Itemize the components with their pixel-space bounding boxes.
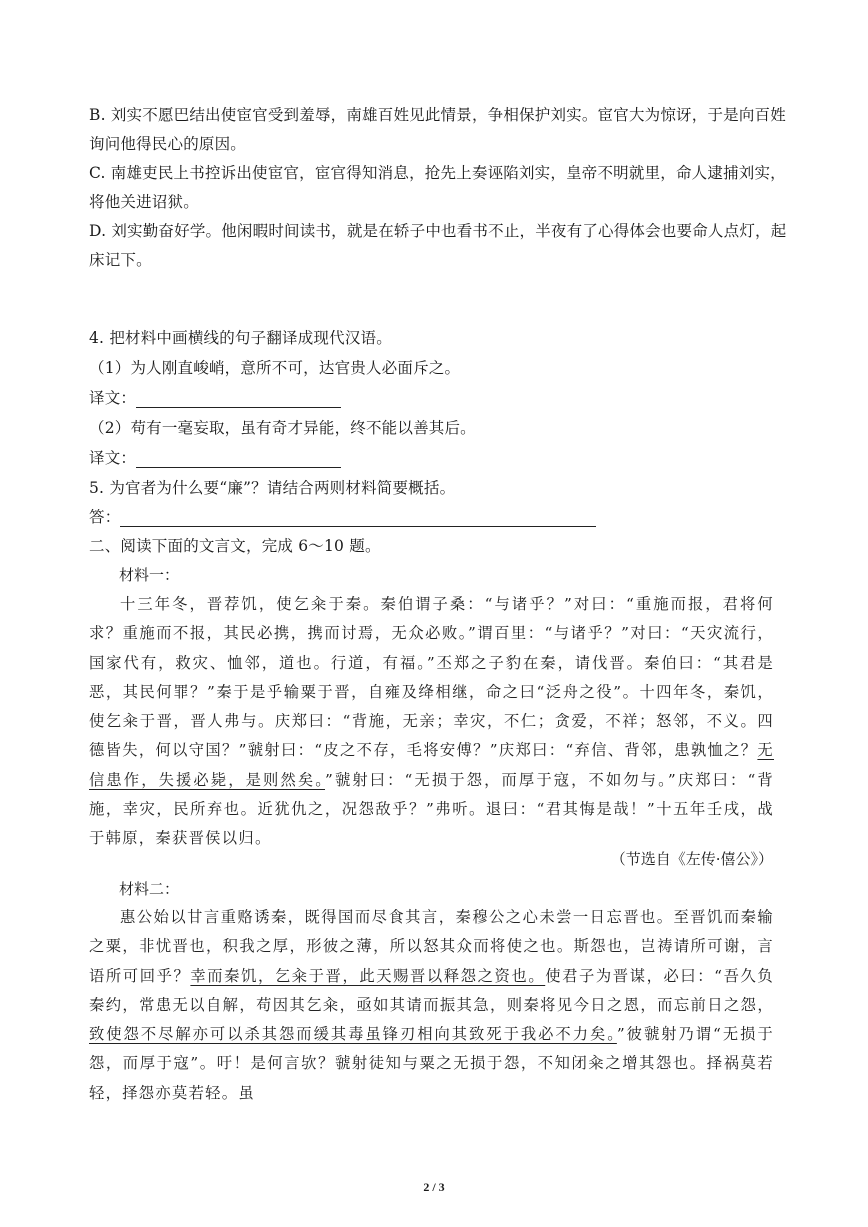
section-2-title: 二、阅读下面的文言文，完成 6～10 题。 (89, 537, 381, 555)
material-2-text (89, 903, 774, 1108)
question-4-answer-line-2[interactable] (89, 446, 341, 468)
page-number: 2 / 3 (423, 1180, 445, 1194)
answer-label: 答： (89, 508, 121, 526)
material-2-text-part: 惠公始以甘言重赂诱秦，既得国而尽食其言，秦穆公之心未尝一日忘晋也。至晋饥而秦输之粟，非忧晋也，积我之厚，形彼之薄，所以怒其众而将使之也。斯怨也，岂祷请所可谢，言语所可回乎？ (89, 908, 774, 985)
answer-blank[interactable] (136, 449, 341, 468)
option-d: D. 刘实勤奋好学。他闲暇时间读书，就是在轿子中也看书不止，半夜有了心得体会也要命人点灯，起床记下。 (89, 222, 787, 269)
material-2-text-part: 使君子为晋谋，必曰：“吾久负秦约，常患无以自解，苟因其乞籴，亟如其请而振其急，则秦将见今日之恩，而忘前日之怨， (89, 966, 774, 1014)
underlined-sentence: 无信患作，失援必毙，是则然矣。 (89, 741, 774, 789)
material-2-title: 材料二： (119, 880, 180, 898)
question-4-title: 4. 把材料中画横线的句子翻译成现代汉语。 (89, 329, 392, 347)
question-4-sentence-1: （1）为人刚直峻峭，意所不可，达官贵人必面斥之。 (89, 359, 461, 377)
answer-blank[interactable] (136, 389, 341, 408)
material-1-title: 材料一： (119, 566, 180, 584)
option-b: B. 刘实不愿巴结出使宦官受到羞辱，南雄百姓见此情景，争相保护刘实。宦官大为惊讶，于是向百姓询问他得民心的原因。 (89, 106, 786, 153)
material-1-text-part: ”虢射曰：“无损于怨，而厚于寇，不如勿与。”庆郑曰：“背施，幸灾，民所弃也。近犹仇之，况怨敌乎？”弗听。退曰：“君其悔是哉！”十五年壬戌，战于韩原，秦获晋侯以归。 (89, 770, 774, 848)
answer-label: 译文： (89, 389, 137, 407)
material-1-source: （节选自《左传·僖公》） (610, 850, 773, 868)
material-1-text (89, 590, 774, 854)
answer-label: 译文： (89, 449, 137, 467)
material-2-text-part: ”彼虢射乃谓“无损于怨，而厚于寇”。吁！是何言欤？虢射徒知与粟之无损于怨，不知闭籴之增其怨也。择祸莫若轻，择怨亦莫若轻。虽 (89, 1025, 774, 1102)
material-1-text-part: 十三年冬，晋荐饥，使乞籴于秦。秦伯谓子桑：“与诸乎？”对曰：“重施而报，君将何求？重施而不报，其民必携，携而讨焉，无众必败。”谓百里：“与诸乎？”对曰：“天灾流行，国家代有，救灾、恤邻，道也。行道，有福。”丕郑之子豹在秦，请伐晋。秦伯曰：“其君是恶，其民何罪？”秦于是乎输粟于晋，自雍及绛相继，命之曰“泛舟之役”。十四年冬，秦饥，使乞籴于晋，晋人弗与。庆郑曰：“背施，无亲；幸灾，不仁；贪爱，不祥；怒邻，不义。四德皆失，何以守国？”虢射曰：“皮之不存，毛将安傅？”庆郑曰：“弃信、背邻，患孰恤之？ (89, 595, 774, 760)
underlined-sentence: 致使怨不尽解亦可以杀其怨而缓其毒虽锋刃相向其致死于我必不力矣。 (89, 1025, 617, 1044)
question-5-title: 5. 为官者为什么要“廉”？请结合两则材料简要概括。 (89, 479, 456, 497)
answer-blank[interactable] (120, 508, 596, 527)
underlined-sentence: 幸而秦饥，乞籴于晋，此天赐晋以释怨之资也。 (190, 966, 546, 985)
question-4-answer-line-1[interactable] (89, 386, 341, 408)
option-c: C. 南雄吏民上书控诉出使宦官，宦官得知消息，抢先上奏诬陷刘实，皇帝不明就里，命人逮捕刘实，将他关进诏狱。 (89, 164, 786, 211)
question-4-sentence-2: （2）苟有一毫妄取，虽有奇才异能，终不能以善其后。 (89, 419, 476, 437)
question-5-answer-line[interactable] (89, 505, 596, 527)
